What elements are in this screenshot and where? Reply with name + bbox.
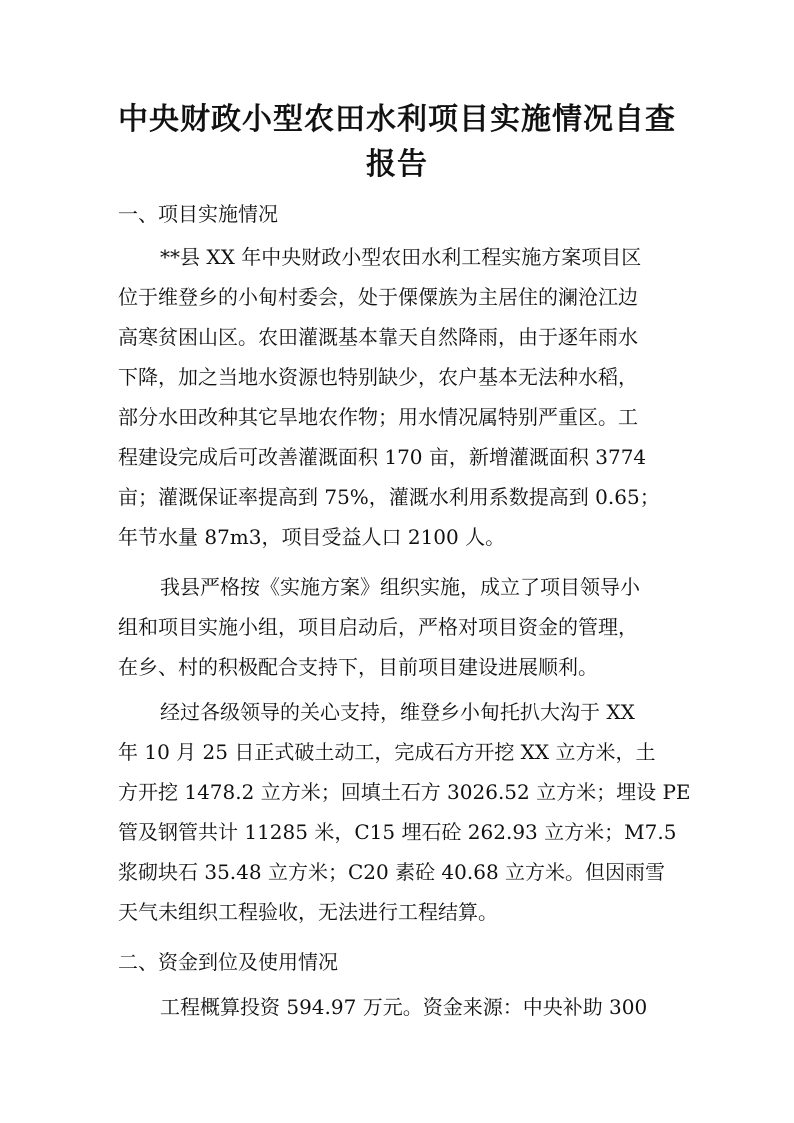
document-title-line1: 中央财政小型农田水利项目实施情况自查 (118, 102, 676, 137)
paragraph-3-line-6: 天气未组织工程验收，无法进行工程结算。 (118, 900, 498, 924)
paragraph-1-line-2: 位于维登乡的小甸村委会，处于傈僳族为主居住的澜沧江边 (118, 285, 638, 309)
paragraph-3-line-5: 浆砌块石 35.48 立方米；C20 素砼 40.68 立方米。但因雨雪 (118, 860, 666, 884)
paragraph-1-line-8: 年节水量 87m3，项目受益人口 2100 人。 (118, 525, 506, 549)
section-heading-2: 二、资金到位及使用情况 (118, 950, 338, 974)
paragraph-3-line-4: 管及钢管共计 11285 米，C15 埋石砼 262.93 立方米；M7.5 (118, 820, 677, 844)
paragraph-1-line-7: 亩；灌溉保证率提高到 75%，灌溉水利用系数提高到 0.65； (118, 485, 660, 509)
paragraph-3-line-3: 方开挖 1478.2 立方米；回填土石方 3026.52 立方米；埋设 PE (118, 780, 691, 804)
paragraph-1-line-1: **县 XX 年中央财政小型农田水利工程实施方案项目区 (160, 245, 642, 269)
paragraph-3-line-2: 年 10 月 25 日正式破土动工，完成石方开挖 XX 立方米，土 (118, 740, 656, 764)
paragraph-1-line-4: 下降，加之当地水资源也特别缺少，农户基本无法种水稻， (118, 365, 638, 389)
paragraph-1-line-5: 部分水田改种其它旱地农作物；用水情况属特别严重区。工 (118, 405, 638, 429)
document-title-line2: 报告 (366, 147, 428, 182)
section-heading-1: 一、项目实施情况 (118, 202, 278, 226)
paragraph-4-line-1: 工程概算投资 594.97 万元。资金来源：中央补助 300 (160, 995, 648, 1019)
paragraph-2-line-3: 在乡、村的积极配合支持下，目前项目建设进展顺利。 (118, 655, 598, 679)
paragraph-1-line-3: 高寒贫困山区。农田灌溉基本靠天自然降雨，由于逐年雨水 (118, 325, 638, 349)
paragraph-3-line-1: 经过各级领导的关心支持，维登乡小甸托扒大沟于 XX (160, 700, 635, 724)
paragraph-2-line-2: 组和项目实施小组，项目启动后，严格对项目资金的管理， (118, 615, 638, 639)
paragraph-2-line-1: 我县严格按《实施方案》组织实施，成立了项目领导小 (160, 575, 640, 599)
paragraph-1-line-6: 程建设完成后可改善灌溉面积 170 亩，新增灌溉面积 3774 (118, 445, 647, 469)
